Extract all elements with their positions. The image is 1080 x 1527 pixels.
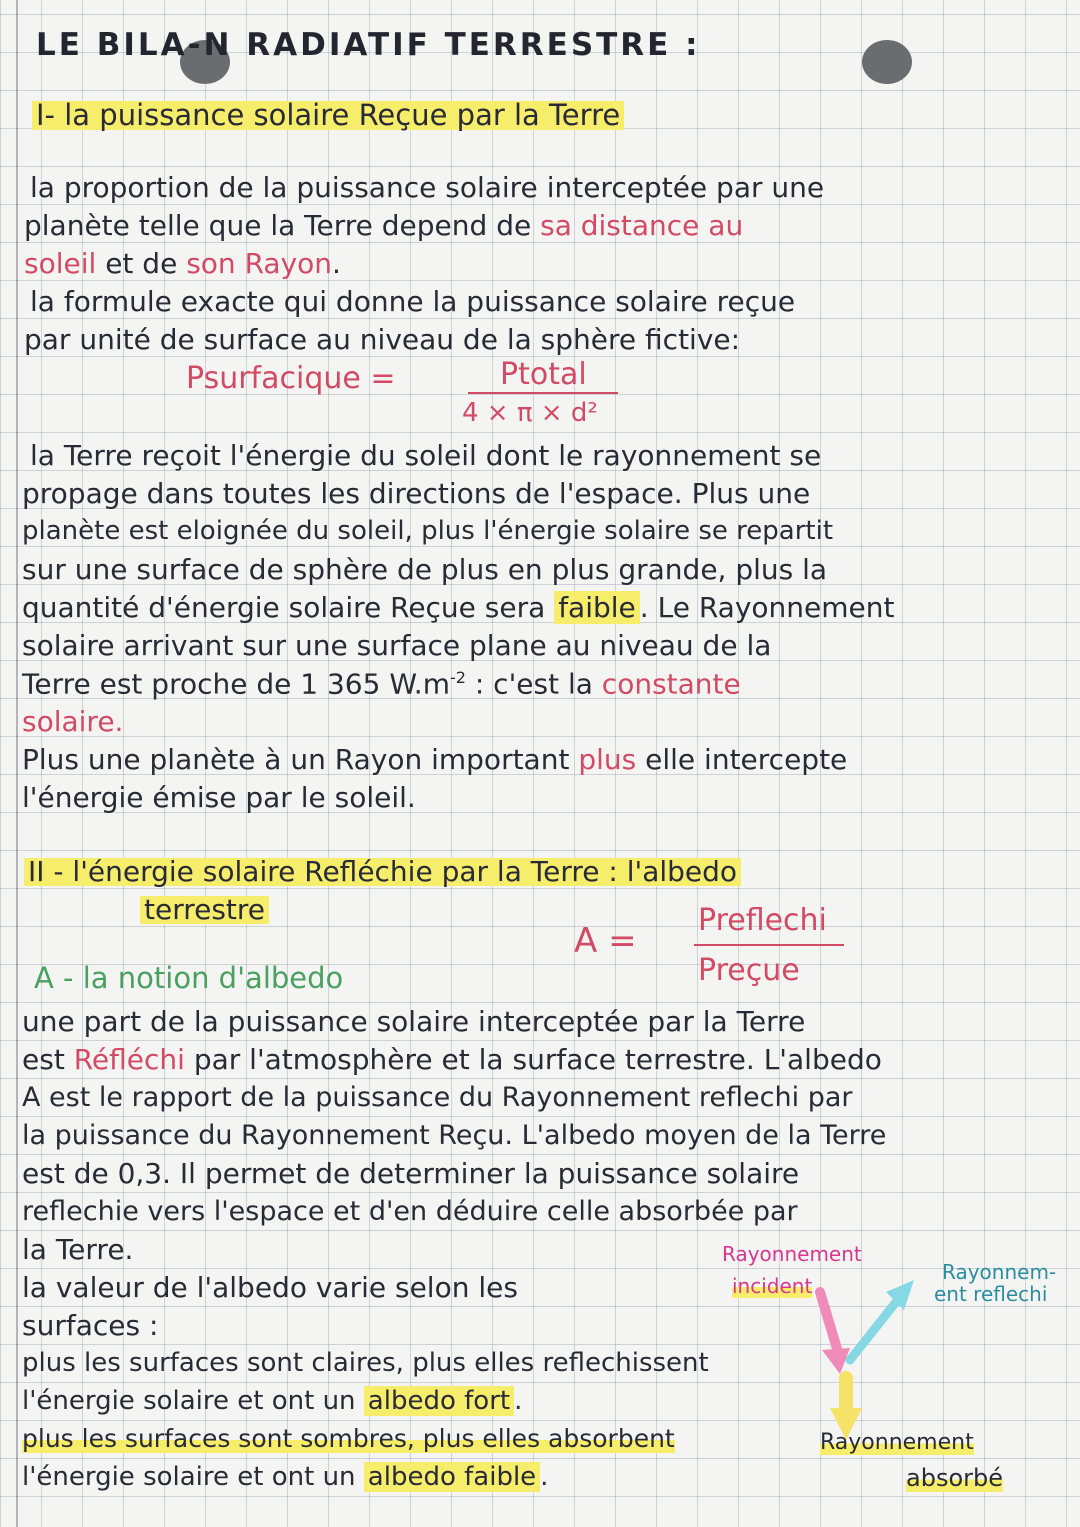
s1-formula-lhs: Psurfacique = — [186, 361, 396, 396]
s1-p2-line1: la Terre reçoit l'énergie du soleil dont le rayonnement se — [30, 439, 822, 472]
s1-p1-line2: planète telle que la Terre depend de sa distance au — [24, 209, 744, 242]
s2-formula-lhs: A = — [574, 921, 637, 961]
s2-p2-line6: l'énergie solaire et ont un albedo faible . — [22, 1462, 549, 1492]
section-2-heading-line1: II - l'énergie solaire Refléchie par la Terre : l'albedo — [24, 858, 741, 886]
diagram-absorbed-label-1: Rayonnement — [820, 1430, 974, 1455]
s2-p2-line5: plus les surfaces sont sombres, plus elles absorbent — [22, 1424, 675, 1453]
s1-p3-line1: Plus une planète à un Rayon important plus elle intercepte — [22, 743, 848, 776]
s2-p1-line6: reflechie vers l'espace et d'en déduire celle absorbée par — [22, 1196, 798, 1227]
page-margin-line — [16, 0, 18, 1527]
s2-p1-line4: la puissance du Rayonnement Reçu. L'albedo moyen de la Terre — [22, 1120, 887, 1151]
s2-formula-bar — [694, 944, 844, 946]
s2-p2-line2: surfaces : — [22, 1309, 159, 1342]
s2-subheading: A - la notion d'albedo — [34, 961, 344, 995]
s2-p2-line3: plus les surfaces sont claires, plus elles reflechissent — [22, 1348, 709, 1378]
s1-formula-numerator: Ptotal — [500, 357, 587, 392]
diagram-incident-label-1: Rayonnement — [722, 1242, 862, 1266]
s1-p2-line5: quantité d'énergie solaire Reçue sera faible . Le Rayonnement — [22, 591, 895, 624]
section-2-heading-line2: terrestre — [140, 896, 269, 924]
s2-formula-denominator: Preçue — [698, 953, 800, 988]
page-title: LE BILA-N RADIATIF TERRESTRE : — [36, 27, 701, 63]
section-1-heading: I- la puissance solaire Reçue par la Terre — [32, 101, 624, 130]
s2-p2-line1: la valeur de l'albedo varie selon les — [22, 1271, 518, 1304]
s1-p2-line4: sur une surface de sphère de plus en plus grande, plus la — [22, 553, 828, 586]
s1-p1-line5: par unité de surface au niveau de la sphère fictive: — [24, 323, 741, 356]
diagram-incident-label-2: incident — [732, 1274, 813, 1298]
s1-p1-line3: soleil et de son Rayon. — [24, 247, 341, 280]
s2-p1-line7: la Terre. — [22, 1233, 134, 1266]
s1-formula-bar — [468, 392, 618, 394]
s1-p1-line4: la formule exacte qui donne la puissance solaire reçue — [30, 285, 796, 318]
s1-p1-line1: la proportion de la puissance solaire interceptée par une — [30, 171, 825, 204]
s2-p1-line2: est Réfléchi par l'atmosphère et la surface terrestre. L'albedo — [22, 1043, 882, 1076]
s2-p1-line1: une part de la puissance solaire interceptée par la Terre — [22, 1005, 806, 1038]
s1-p2-line8: solaire. — [22, 705, 124, 738]
diagram-reflected-label-2: ent reflechi — [934, 1282, 1048, 1306]
s1-formula-denominator: 4 × π × d² — [462, 398, 598, 428]
reflected-ray-arrow — [850, 1302, 896, 1360]
s2-p1-line5: est de 0,3. Il permet de determiner la puissance solaire — [22, 1157, 800, 1190]
s1-p2-line6: solaire arrivant sur une surface plane au niveau de la — [22, 629, 772, 662]
s1-p2-line2: propage dans toutes les directions de l'espace. Plus une — [22, 477, 811, 510]
s2-formula-numerator: Preflechi — [698, 903, 827, 938]
s1-p3-line2: l'énergie émise par le soleil. — [22, 781, 416, 814]
diagram-absorbed-label-2: absorbé — [906, 1464, 1003, 1492]
s2-p2-line4: l'énergie solaire et ont un albedo fort . — [22, 1386, 523, 1416]
incident-ray-arrow — [820, 1292, 838, 1352]
s1-p2-line7: Terre est proche de 1 365 $W.m^{-2}$ : c'est la constante — [22, 667, 741, 701]
binder-hole-right — [862, 40, 912, 84]
s1-p2-line3: planète est eloignée du soleil, plus l'énergie solaire se repartit — [22, 516, 834, 546]
s2-p1-line3: A est le rapport de la puissance du Rayonnement reflechi par — [22, 1082, 853, 1113]
diagram-reflected-label-1: Rayonnem- — [942, 1260, 1057, 1284]
